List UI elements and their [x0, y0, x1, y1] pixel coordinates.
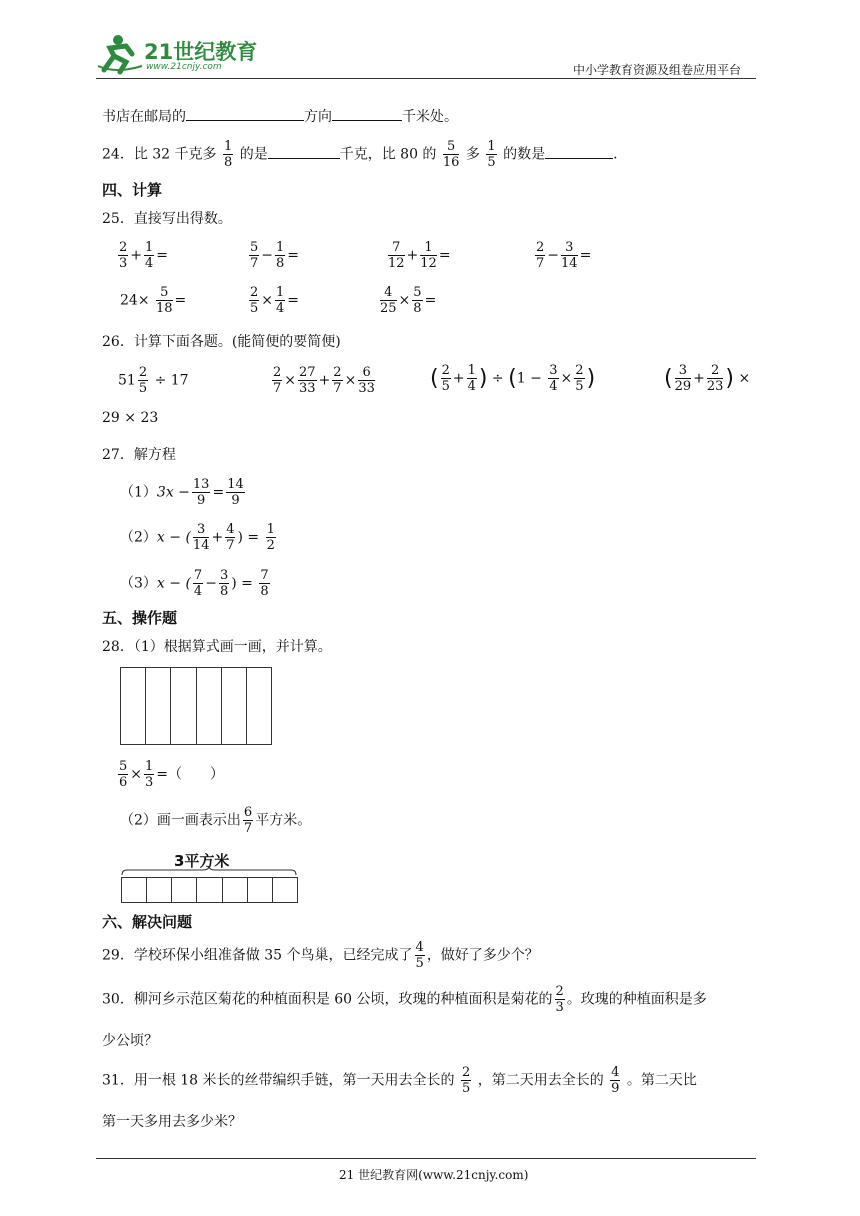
- q25-item-5: 24× $\frac{5}{18}$ =: [120, 285, 187, 316]
- header-rule: [96, 78, 756, 79]
- question-30: 30．柳河乡示范区菊花的种植面积是 60 公顷，玫瑰的种植面积是菊花的 $\frac{2}{3}$ 。玫瑰的种植面积是多: [102, 984, 707, 1015]
- footer-text: 21 世纪教育网(www.21cnjy.com): [339, 1168, 529, 1182]
- q25-item-4: $\frac{2}{7}$ − $\frac{3}{14}$ =: [536, 240, 592, 271]
- section-5-heading: 五、操作题: [102, 609, 178, 627]
- q27-eq-1: （1）3x − $\frac{13}{9}$ = $\frac{14}{9}$: [120, 477, 244, 508]
- grid-seven-cells: [121, 877, 298, 903]
- q28-part-2: （2）画一画表示出 $\frac{6}{7}$ 平方米。: [120, 805, 312, 836]
- question-31-cont: 第一天多用去多少米？: [102, 1114, 242, 1130]
- logo-text: 21世纪教育: [144, 40, 258, 64]
- fraction: $\frac{1}{8}$: [223, 139, 233, 170]
- bar-brace: [121, 866, 297, 876]
- header-right-text: 中小学教育资源及组卷应用平台: [573, 63, 742, 77]
- section-4-heading: 四、计算: [102, 181, 163, 199]
- footer-rule: [96, 1158, 756, 1159]
- question-30-cont: 少公顷？: [102, 1033, 158, 1049]
- question-26-title: 26．计算下面各题。(能简便的要简便): [102, 334, 341, 350]
- q25-item-6: $\frac{2}{5}$ × $\frac{1}{4}$ =: [250, 285, 300, 316]
- q26-expr-4: ( $\frac{3}{29}$ + $\frac{2}{23}$ ) ×: [664, 363, 751, 394]
- q26-expr-2: $\frac{2}{7}$ × $\frac{27}{33}$ + $\frac{2}{7}$ × $\frac{6}{33}$: [273, 365, 375, 396]
- q25-item-7: $\frac{4}{25}$ × $\frac{5}{8}$ =: [380, 285, 437, 316]
- fraction: $\frac{1}{5}$: [487, 139, 496, 170]
- q25-item-3: $\frac{7}{12}$ + $\frac{1}{12}$ =: [388, 240, 451, 271]
- logo-url: www.21cnjy.com: [146, 62, 222, 72]
- grid-six-columns: [120, 667, 272, 745]
- q25-item-2: $\frac{5}{7}$ − $\frac{1}{8}$ =: [250, 240, 300, 271]
- q26-expr-1: 51 $\frac{2}{5}$ ÷ 17: [118, 365, 189, 396]
- question-31: 31．用一根 18 米长的丝带编织手链，第一天用去全长的 $\frac{2}{5}$ ，第二天用去全长的 $\frac{4}{9}$ 。第二天比: [102, 1065, 697, 1096]
- q27-eq-3: （3）x − ( $\frac{7}{4}$ − $\frac{3}{8}$ ) = $\frac{7}{8}$: [120, 568, 269, 599]
- q26-expr-4-tail: 29 × 23: [102, 410, 159, 426]
- question-29: 29．学校环保小组准备做 35 个鸟巢，已经完成了 $\frac{4}{5}$ ，做好了多少个？: [102, 940, 539, 971]
- question-24: 24．比 32 千克多 $\frac{1}{8}$ 的是 千克，比 80 的 $\frac{5}{16}$ 多 $\frac{1}{5}$ 的数是 .: [102, 139, 618, 170]
- question-25-title: 25．直接写出得数。: [102, 211, 232, 227]
- section-6-heading: 六、解决问题: [102, 913, 193, 931]
- q28-expr: $\frac{5}{6}$ × $\frac{1}{3}$ =（ ）: [119, 759, 225, 790]
- question-28-title: 28．（1）根据算式画一画，并计算。: [102, 639, 332, 655]
- q25-item-1: $\frac{2}{3}$ + $\frac{1}{4}$ =: [119, 240, 169, 271]
- fraction: $\frac{5}{16}$: [442, 139, 460, 170]
- question-27-title: 27．解方程: [102, 447, 176, 463]
- q23-tail: 书店在邮局的 方向 千米处。: [102, 109, 458, 125]
- header-logo: [96, 30, 256, 76]
- bar-label: 3平方米: [174, 852, 230, 870]
- q27-eq-2: （2）x − ( $\frac{3}{14}$ + $\frac{4}{7}$ ) = $\frac{1}{2}$: [120, 522, 275, 553]
- q26-expr-3: ( $\frac{2}{5}$ + $\frac{1}{4}$ ) ÷ (1 − $\frac{3}{4}$ × $\frac{2}{5}$ ): [430, 363, 596, 394]
